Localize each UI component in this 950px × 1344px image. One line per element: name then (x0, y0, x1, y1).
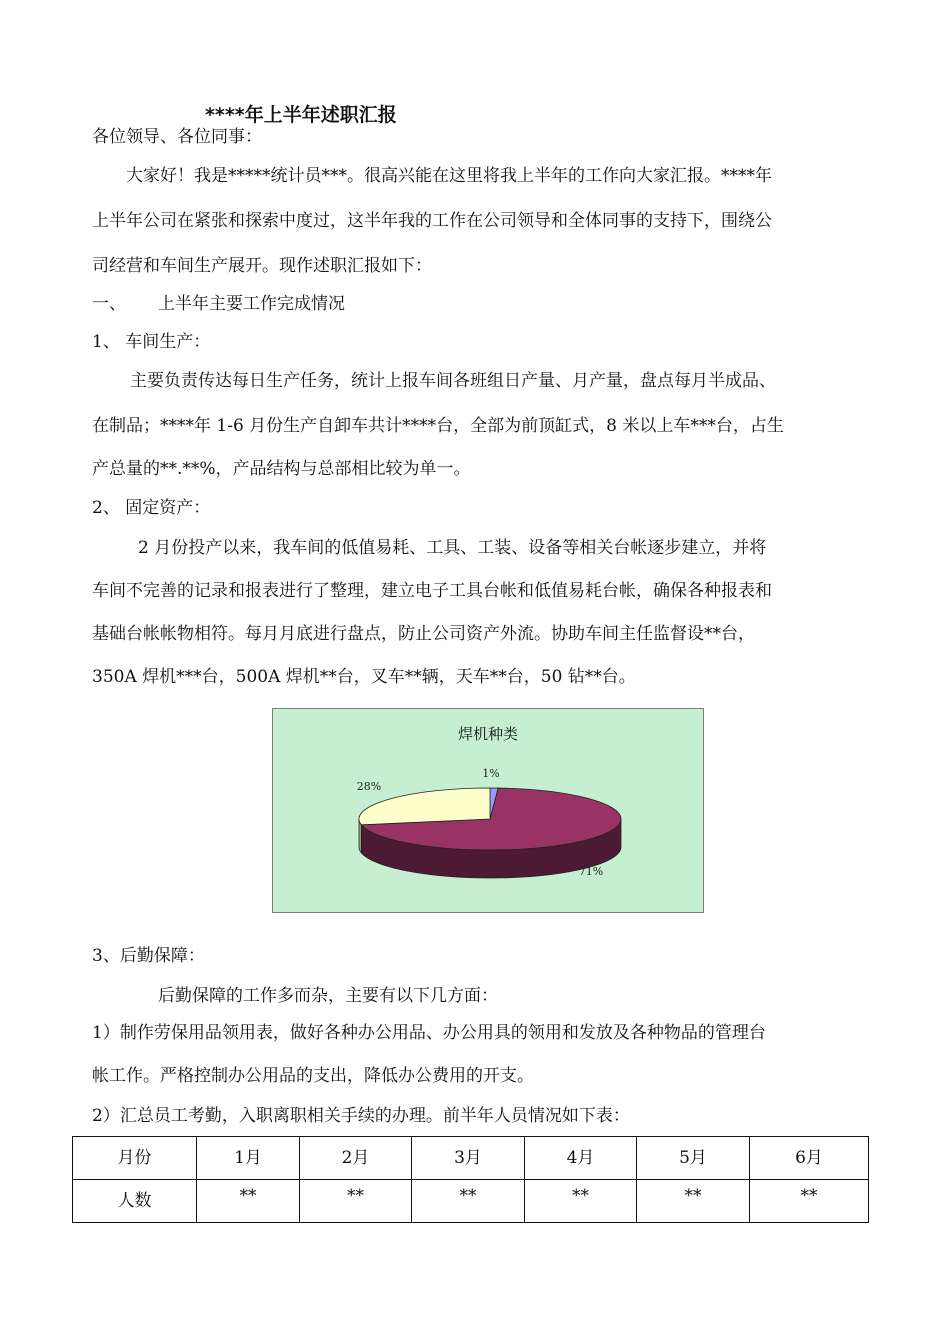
table-header-cell: 2月 (300, 1137, 412, 1180)
item2-line-1: 2 月份投产以来，我车间的低值易耗、工具、工装、设备等相关台帐逐步建立，并将 (138, 538, 767, 558)
table-header-cell: 6月 (750, 1137, 869, 1180)
table-cell: ** (412, 1180, 525, 1223)
pie-data-label: 1% (482, 767, 500, 780)
greeting: 各位领导、各位同事： (92, 127, 262, 147)
table-header-cell: 1月 (197, 1137, 300, 1180)
intro-line-3: 司经营和车间生产展开。现作述职汇报如下： (92, 256, 432, 276)
section-heading: 上半年主要工作完成情况 (158, 294, 345, 314)
intro-line-1: 大家好！我是*****统计员***。很高兴能在这里将我上半年的工作向大家汇报。****年 (126, 166, 772, 186)
table-header-cell: 3月 (412, 1137, 525, 1180)
table-cell: ** (197, 1180, 300, 1223)
table-cell: 人数 (73, 1180, 197, 1223)
item1-heading: 1、 车间生产： (92, 332, 211, 352)
table-cell: ** (300, 1180, 412, 1223)
pie-data-label: 28% (356, 780, 382, 793)
item2-heading: 2、 固定资产： (92, 498, 211, 518)
item3-point1-line-1: 1）制作劳保用品领用表，做好各种办公用品、办公用具的领用和发放及各种物品的管理台 (92, 1023, 766, 1043)
item3-point2: 2）汇总员工考勤，入职离职相关手续的办理。前半年人员情况如下表： (92, 1106, 630, 1126)
table-cell: ** (637, 1180, 750, 1223)
table-cell: ** (750, 1180, 869, 1223)
section-number: 一、 (92, 294, 126, 314)
item1-line-2: 在制品；****年 1-6 月份生产自卸车共计****台，全部为前顶缸式，8 米以上车***台，占生 (92, 416, 784, 436)
item3-intro: 后勤保障的工作多而杂，主要有以下几方面： (158, 986, 498, 1006)
table-header-row (73, 1137, 869, 1180)
item3-heading: 3、后勤保障： (92, 946, 205, 966)
item3-point1-line-2: 帐工作。严格控制办公用品的支出，降低办公费用的开支。 (92, 1066, 534, 1086)
item2-line-2: 车间不完善的记录和报表进行了整理，建立电子工具台帐和低值易耗台帐，确保各种报表和 (92, 581, 772, 601)
pie-data-label: 71% (578, 865, 604, 878)
item1-line-3: 产总量的**.**%，产品结构与总部相比较为单一。 (92, 459, 471, 479)
intro-line-2: 上半年公司在紧张和探索中度过，这半年我的工作在公司领导和全体同事的支持下，围绕公 (92, 211, 772, 231)
pie-chart (272, 708, 704, 913)
item2-line-3: 基础台帐帐物相符。每月月底进行盘点，防止公司资产外流。协助车间主任监督设**台， (92, 624, 755, 644)
staff-table (72, 1136, 869, 1223)
item2-line-4: 350A 焊机***台，500A 焊机**台，叉车**辆，天车**台，50 钻**台。 (92, 667, 636, 687)
document-title: ****年上半年述职汇报 (205, 104, 397, 126)
table-header-cell: 4月 (525, 1137, 637, 1180)
item1-line-1: 主要负责传达每日生产任务，统计上报车间各班组日产量、月产量，盘点每月半成品、 (130, 371, 776, 391)
table-cell: ** (525, 1180, 637, 1223)
table-row (73, 1180, 869, 1223)
pie-chart-svg (273, 709, 703, 912)
table-header-cell: 5月 (637, 1137, 750, 1180)
table-header-cell: 月份 (73, 1137, 197, 1180)
chart-title: 焊机种类 (457, 725, 518, 743)
pie-slice (359, 788, 490, 825)
